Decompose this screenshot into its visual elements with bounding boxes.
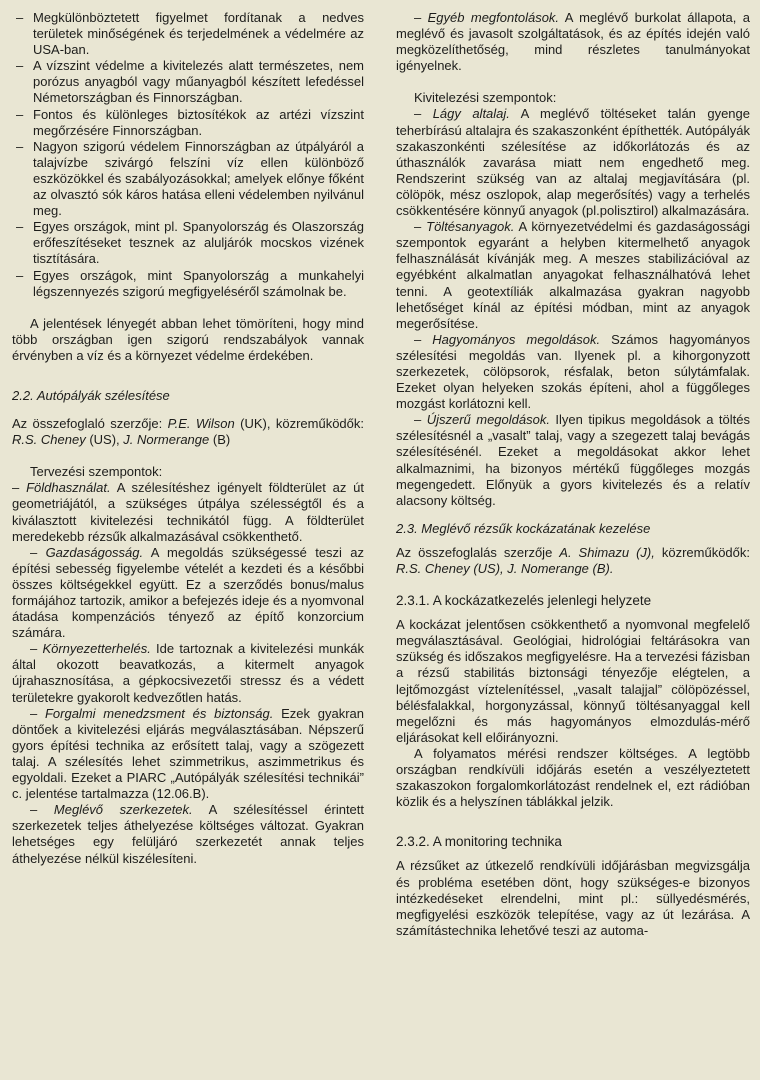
- exec-item: – Újszerű megoldások. Ilyen tipikus megoldások a töltés szélesítésnél a „vasalt” talaj, vagy a szegezett talaj bevágás szélesítésénél. Ezeket a megoldásokat akkor lehet alkalmaznimi, ha bizonyos mértékű függőleges mozgás megengedett. Előnyük a gyors kivitelezés és a relatív alacsony költség.: [396, 412, 750, 508]
- left-column: [12, 10, 364, 867]
- dash-icon: –: [16, 58, 24, 74]
- bullet-text: Fontos és különleges biztosítékok az artézi vízszint megőrzésére Finnországban.: [33, 106, 364, 138]
- bullet-text: Egyes országok, mint pl. Spanyolország és Olaszország erőfeszítéseket tesznek az aluljárók mocskos vizének tisztítására.: [33, 219, 364, 267]
- bullet-item: [12, 107, 364, 139]
- subsection-heading: 2.3.1. A kockázatkezelés jelenlegi helyzete: [396, 593, 652, 609]
- design-heading: Tervezési szempontok:: [30, 464, 163, 480]
- bullet-text: A vízszint védelme a kivitelezés alatt természetes, nem porózus anyagból vagy műanyagból készített lefedéssel Németországban és Finnországban.: [33, 58, 364, 106]
- bullet-text: Nagyon szigorú védelem Finnországban az útpályáról a talajvízbe szivárgó felszíni víz ellen különböző eszközökkel és szabályozásokkal; amelyek előnye főként az olvasztó sók káros hatása elleni védelemben nyilvánul meg.: [33, 138, 364, 219]
- section-heading: 2.3. Meglévő rézsűk kockázatának kezelése: [396, 520, 651, 536]
- bullet-text: Egyes országok, mint Spanyolország a munkahelyi légszennyezés szigorú megfigyeléséről számolnak be.: [33, 267, 364, 299]
- right-column: [396, 10, 750, 939]
- design-item: – Földhasználat. A szélesítéshez igényelt földterület az út geometriájától, a szükséges útpálya szélességtől és a kiválasztott kivitelezési technikától függ. A földterület meredekebb rézsűk alkalmazásával csökkenthető.: [12, 480, 365, 544]
- design-item: – Egyéb megfontolások. A meglévő burkolat állapota, a meglévő és javasolt szolgáltatások, és az építés idején való megközelíthetőség, mind részletes tanulmányokat igényelnek.: [396, 10, 751, 74]
- bullet-item: [12, 268, 364, 300]
- body-paragraph: A kockázat jelentősen csökkenthető a nyomvonal megfelelő megválasztásával. Geológiai, hidrológiai feltárásokra van szükség és időszakos megfigyelésre. Ha a tervezési fázisban a rézsű stabilitás biztonsági tényezője elégtelen, a lejtőmozgást víztelenítéssel, „vasalt talajjal” cölöpözéssel, bélésfalakkal, horgonyzással, könnyű töltésanyaggal kell megelőzni és más hagyományos elmozdulás-mérő eljárásokat kell előirányozni.: [396, 617, 750, 745]
- summary-paragraph: A jelentések lényegét abban lehet tömöríteni, hogy mind több országban igen szigorú rendszabályok vannak érvényben a víz és a környezet védelme érdekében.: [12, 315, 364, 363]
- authors-line: Az összefoglalás szerzője A. Shimazu (J), közreműködők: R.S. Cheney (US), J. Nomerange (B).: [396, 544, 751, 576]
- design-item: – Gazdaságosság. A megoldás szükségessé teszi az építési sebesség figyelembe vételét a kezdeti és a későbbi összes költségekkel együtt. Ez a szerződés bonus/malus formájához tartozik, amikor a befejezés ideje és a nyomvonal átadása kompenzációs tényező az építő konzorcium számára.: [12, 544, 364, 641]
- design-item: – Forgalmi menedzsment és biztonság. Ezek gyakran döntőek a kivitelezési eljárás megválasztásában. Népszerű gyors építési technika az erősített talaj, vagy a szögezett talaj. A szélesítés lehet szimmetrikus, aszimmetrikus és egyoldali. Ezeket a PIARC „Autópályák szélesítési technikái” c. jelentése tartalmazza (12.06.B).: [12, 705, 365, 802]
- design-item: – Környezetterhelés. Ide tartoznak a kivitelezési munkák által okozott beavatkozás, a kitermelt anyagok újrahasznosítása, a gépkocsivezetői stressz és a védett területekre gyakorolt kedvezőtlen hatás.: [12, 641, 364, 705]
- exec-heading: Kivitelezési szempontok:: [414, 90, 557, 106]
- dash-icon: –: [16, 219, 24, 235]
- exec-item: – Lágy altalaj. A meglévő töltéseket talán gyenge teherbírású altalajra és szakaszonként építhették. Autópályák szakaszonkénti szélesítése az időkorlátozás és az úthasználók zavarása miatt nem engedhető meg. Rendszerint szükség van az altalaj megjavítására (pl. cölöpök, mész oszlopok, alap megerősítés) vagy a terhelés csökkentésére könnyű anyagok (pl.polisztirol) alkalmazására.: [396, 106, 750, 219]
- bullet-text: Megkülönböztetett figyelmet fordítanak a nedves területek minőségének és terjedelmének a védelmére az USA-ban.: [33, 10, 364, 58]
- exec-item: – Töltésanyagok. A környezetvédelmi és gazdaságossági szempontok egyaránt a helyben kitermelhető anyagok felhasználását kívánják meg. A meszes stabilizációval az egyébként alkalmatlan anyagokat felhasználhatóvá lehet tenni. A geotextíliák alkalmazása gyakran nagyobb lehetőséget kínál az építési módban, mint az anyagok megerősítése.: [396, 219, 751, 331]
- exec-item: – Hagyományos megoldások. Számos hagyományos szélesítési megoldás van. Ilyenek pl. a kihorgonyzott szerkezetek, cölöpsorok, résfalak, beton súlytámfalak. Ezeket olyan helyeken szokás építeni, ahol a függőleges mozgást korlátozni kell.: [396, 331, 751, 412]
- dash-icon: –: [16, 138, 24, 154]
- bullet-item: [12, 139, 364, 219]
- section-heading: 2.2. Autópályák szélesítése: [12, 387, 170, 403]
- subsection-heading: 2.3.2. A monitoring technika: [396, 834, 562, 850]
- bullet-item: [12, 10, 364, 58]
- bullet-item: [12, 58, 364, 106]
- bullet-item: [12, 219, 364, 267]
- body-paragraph: A rézsűket az útkezelő rendkívüli időjárásban megvizsgálja és probléma esetében dönt, hogy szükséges-e bizonyos intézkedéseket elrendelni, mint pl.: süllyedésmérés, megfigyelési eszközök telepítése, vagy az út lezárása. A számítástechnika lehetővé teszi az automa-: [396, 858, 750, 938]
- body-paragraph: A folyamatos mérési rendszer költséges. A legtöbb országban rendkívüli időjárás esetén a veszélyeztetett szakaszokon forgalomkorlátozást rendelnek el, ezt rádióban közlik és a helyszínen táblákkal jelzik.: [396, 745, 750, 810]
- dash-icon: –: [16, 10, 24, 25]
- design-item: – Meglévő szerkezetek. A szélesítéssel érintett szerkezetek teljes áthelyezése költséges változat. Gyakran lehetséges egy felüljáró szerkezetét annak teljes áthelyezése nélkül kiszélesíteni.: [12, 802, 365, 866]
- dash-icon: –: [16, 267, 24, 283]
- authors-line: Az összefoglaló szerzője: P.E. Wilson (UK), közreműködők: R.S. Cheney (US), J. Normerange (B): [12, 416, 364, 448]
- dash-icon: –: [16, 106, 24, 122]
